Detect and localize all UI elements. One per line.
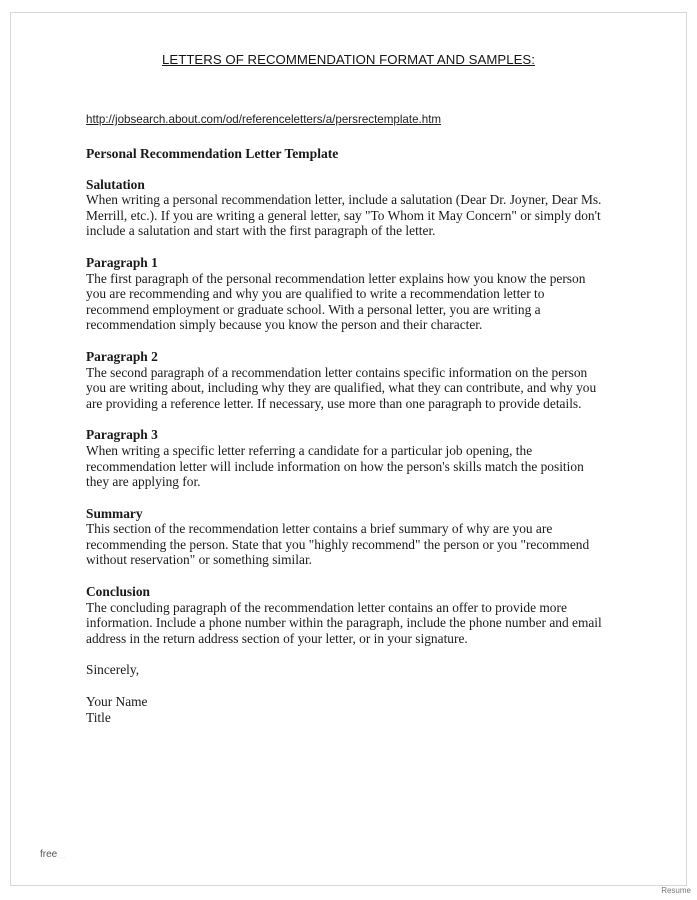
document-title: LETTERS OF RECOMMENDATION FORMAT AND SAMPLES: (161, 52, 535, 67)
section-title: Paragraph 1 (86, 254, 158, 270)
section-line: The first paragraph of the personal recommendation letter explains how you know the person (86, 270, 586, 286)
section-line: Merrill, etc.). If you are writing a general letter, say "To Whom it May Concern" or simply don't (86, 207, 601, 223)
section-paragraph-1 (86, 255, 616, 333)
section-line: This section of the recommendation letter contains a brief summary of why are you are (86, 521, 553, 537)
section-line: address in the return address section of your letter, or in your signature. (86, 630, 468, 646)
section-salutation (86, 177, 616, 239)
template-heading: Personal Recommendation Letter Template (86, 146, 339, 161)
closing-line: Sincerely, (86, 662, 140, 678)
section-title: Paragraph 2 (86, 348, 158, 364)
section-paragraph-2 (86, 349, 616, 411)
section-line: are providing a reference letter. If necessary, use more than one paragraph to provide details. (86, 395, 582, 411)
section-line: you are writing about, including why they are qualified, what they can contribute, and why you (86, 380, 597, 396)
signature-block (86, 662, 616, 725)
section-line: recommendation simply because you know the person and their character. (86, 317, 483, 333)
section-title: Paragraph 3 (86, 427, 158, 443)
section-line: recommend employment or graduate school. With a personal letter, you are writing a (86, 301, 541, 317)
section-line: When writing a specific letter referring a candidate for a particular job opening, the (86, 442, 533, 458)
section-line: without reservation" or something similar. (86, 552, 313, 568)
section-paragraph-3 (86, 427, 616, 489)
section-title: Summary (86, 505, 143, 521)
corner-tag: Resume (661, 886, 691, 895)
section-line: include a salutation and start with the first paragraph of the letter. (86, 223, 436, 239)
signature-name: Your Name (86, 694, 148, 710)
section-title: Conclusion (86, 584, 150, 600)
section-line: When writing a personal recommendation letter, include a salutation (Dear Dr. Joyner, Dear Ms. (86, 192, 602, 208)
section-line: The second paragraph of a recommendation letter contains specific information on the person (86, 364, 588, 380)
watermark: ... (58, 850, 67, 860)
source-link[interactable]: http://jobsearch.about.com/od/referenceletters/a/persrectemplate.htm (86, 113, 442, 126)
signature-title: Title (86, 709, 111, 725)
section-title: Salutation (86, 176, 145, 192)
section-line: information. Include a phone number within the paragraph, include the phone number and email (86, 615, 602, 631)
section-line: they are applying for. (86, 474, 201, 490)
section-line: recommending the person. State that you "highly recommend" the person or you "recommend (86, 536, 590, 552)
section-line: recommendation letter will include information on how the person's skills match the position (86, 458, 584, 474)
section-summary (86, 506, 616, 568)
section-conclusion (86, 584, 616, 646)
footer-note: free (40, 849, 58, 860)
letter-body (86, 146, 616, 725)
section-line: The concluding paragraph of the recommendation letter contains an offer to provide more (86, 599, 567, 615)
section-line: you are recommending and why you are qualified to write a recommendation letter to (86, 286, 545, 302)
